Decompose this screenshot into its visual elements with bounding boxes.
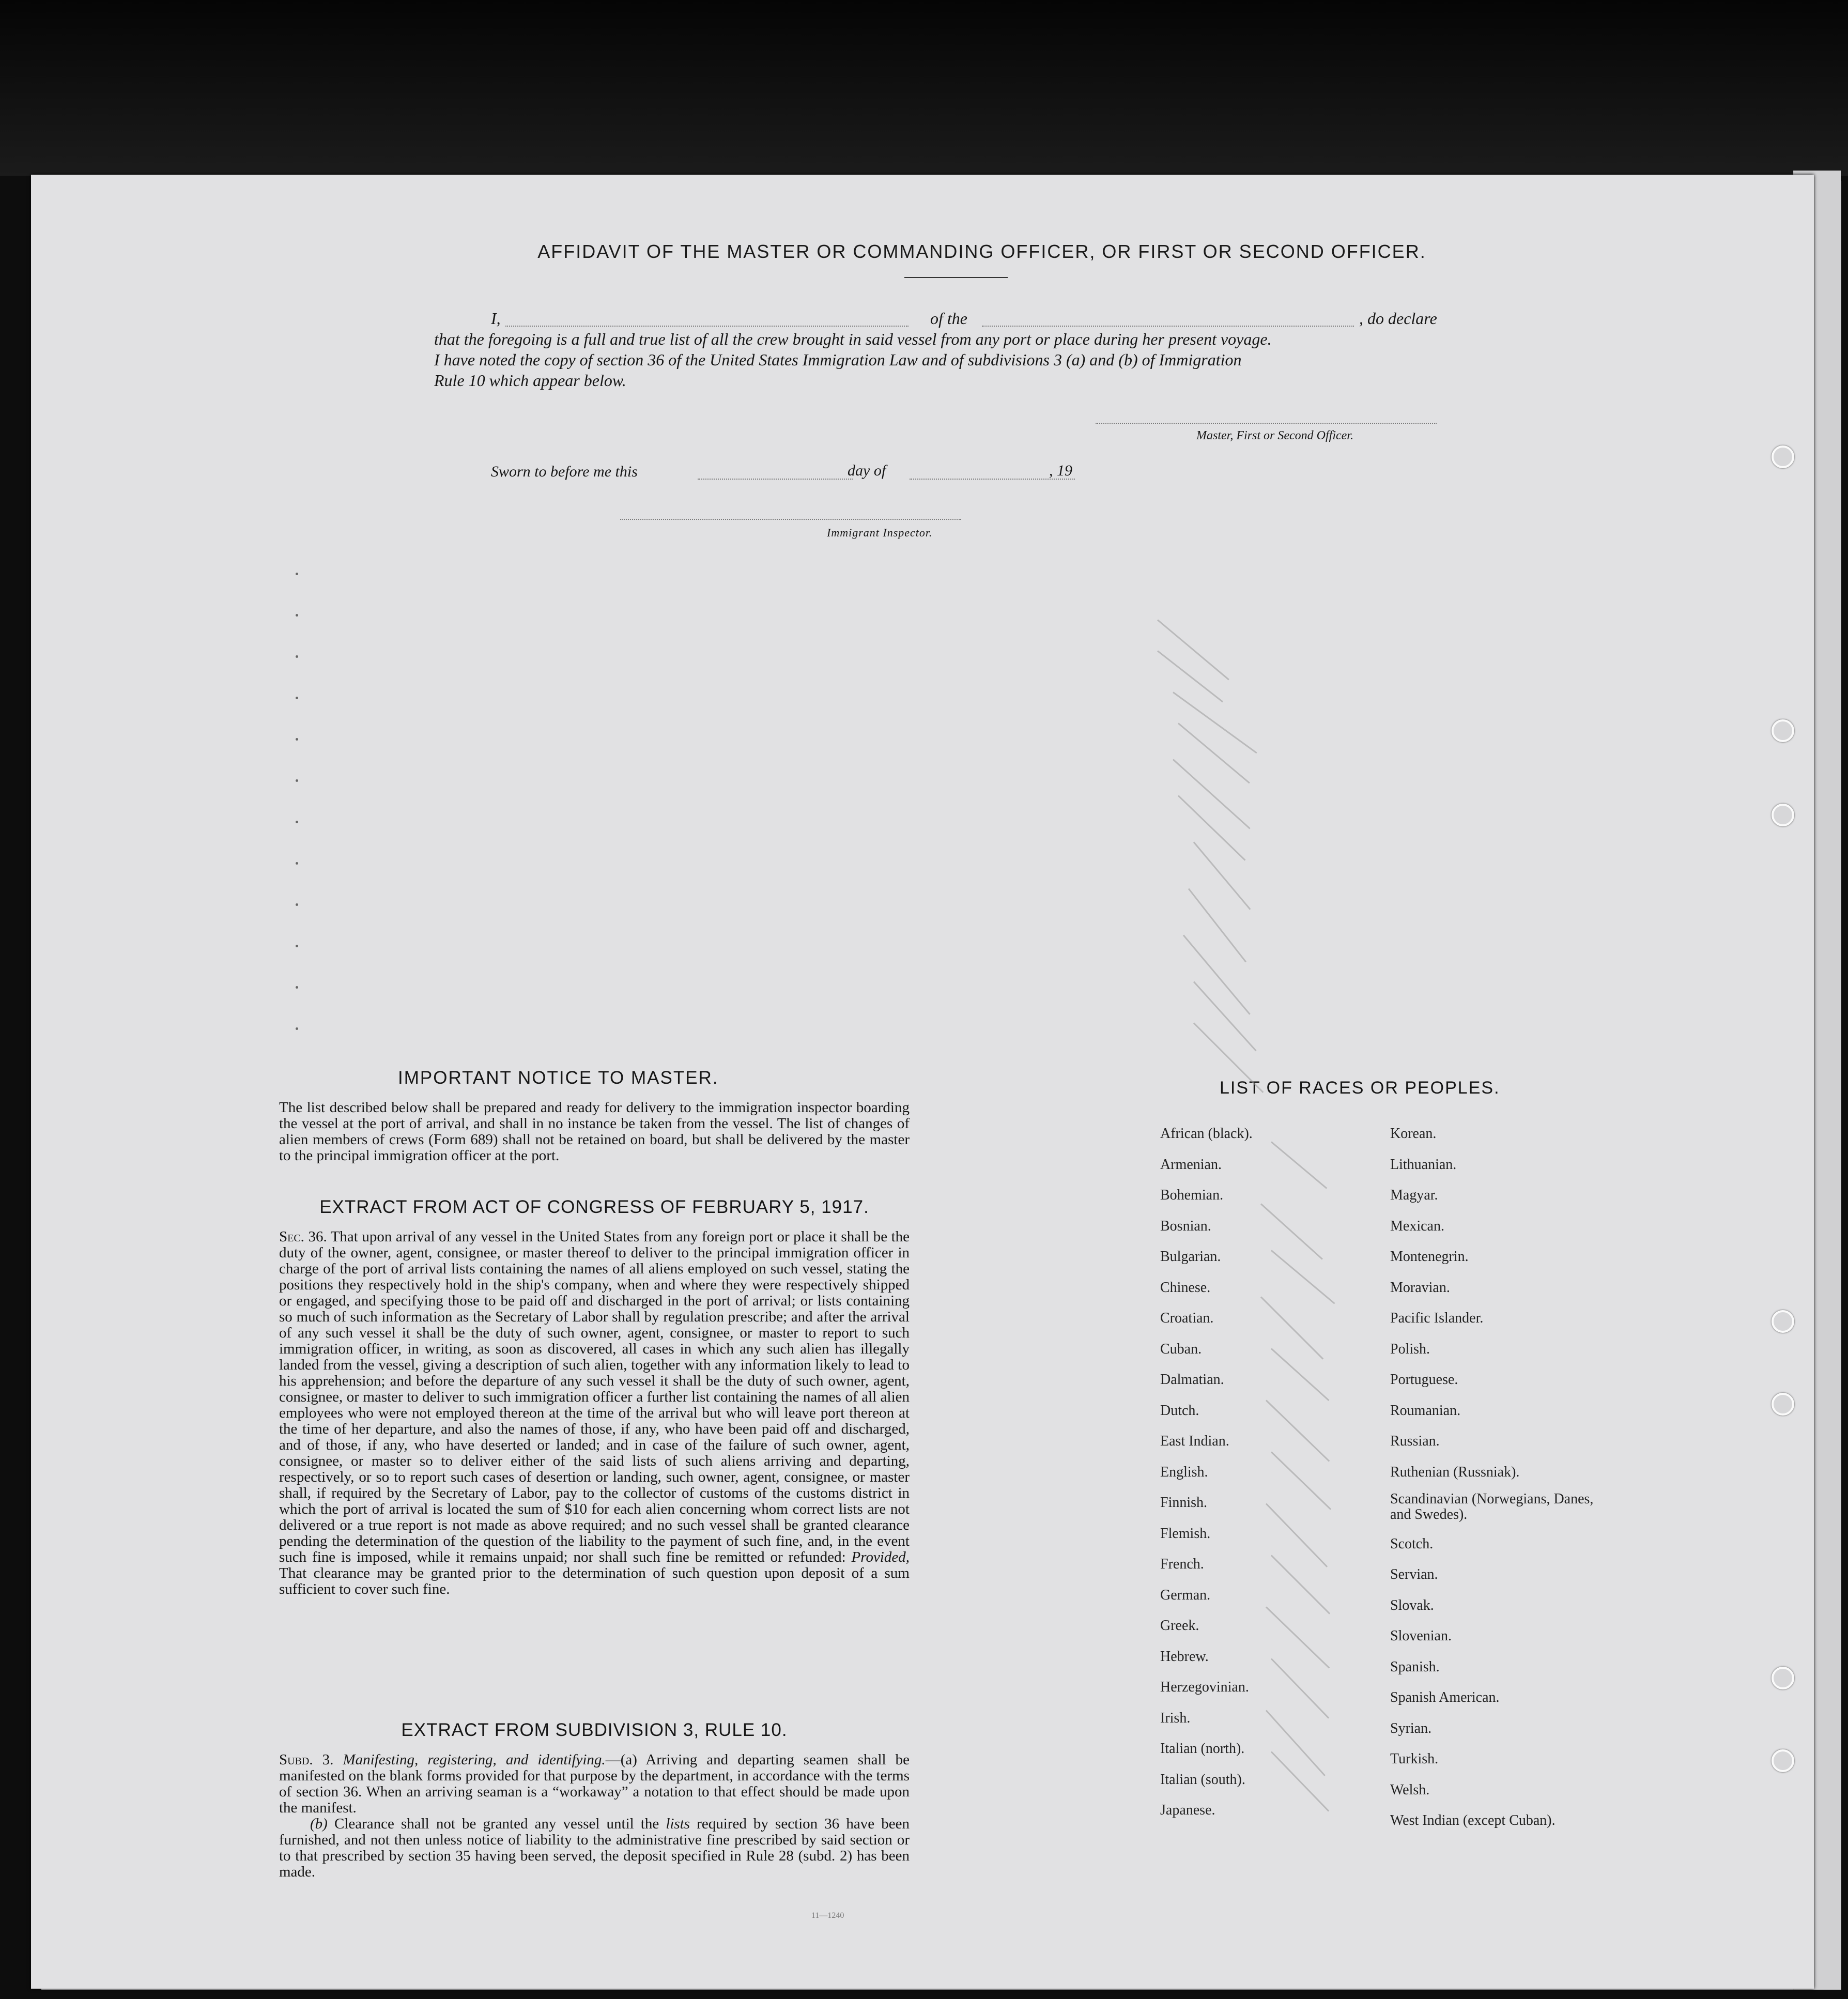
race-item: Spanish. [1390, 1658, 1440, 1675]
race-item: Bohemian. [1160, 1187, 1224, 1203]
form-number: 11—1240 [811, 1911, 844, 1920]
race-item: Scotch. [1390, 1535, 1434, 1552]
race-item: Spanish American. [1390, 1689, 1500, 1705]
inspector-signature-line [620, 519, 961, 520]
pencil-stroke [1260, 1203, 1323, 1259]
race-item: Bosnian. [1160, 1218, 1211, 1234]
binder-hole [1772, 804, 1794, 826]
margin-dot [296, 697, 298, 699]
race-item: Syrian. [1390, 1720, 1432, 1736]
race-item: English. [1160, 1464, 1208, 1480]
race-item: Montenegrin. [1390, 1249, 1469, 1265]
act-title: EXTRACT FROM ACT OF CONGRESS OF FEBRUARY 5, 1917. [319, 1197, 869, 1217]
race-item: Korean. [1390, 1126, 1437, 1142]
rule-para-b2: required by section 36 have been furnished, and not then unless notice of liability to the administrative fine prescribed by said section or to that prescribed by section 35 having been served, the deposit specified in Rule 28 (subd. 2) has been made. [279, 1816, 910, 1880]
manifest-page [31, 175, 1814, 1989]
affidavit-line-3: I have noted the copy of section 36 of the United States Immigration Law and of subdivisions 3 (a) and (b) of Immigration [434, 350, 1242, 369]
margin-dot [296, 1027, 298, 1030]
margin-dot [296, 986, 298, 989]
rule-para-a: —(a) Arriving and departing seamen shall be manifested on the blank forms provided for that purpose by the department, in accordance with the terms of section 36. When an arriving seaman is a “workaway” a notation to that effect should be made upon the manifest. [279, 1751, 910, 1816]
race-item: Hebrew. [1160, 1648, 1209, 1665]
race-item: German. [1160, 1587, 1211, 1603]
race-item: Italian (south). [1160, 1771, 1245, 1788]
pencil-stroke [1183, 935, 1251, 1015]
master-signature-line [1096, 423, 1437, 424]
margin-dot [296, 862, 298, 865]
title-divider [904, 277, 1008, 278]
act-body [279, 1229, 910, 1597]
race-item: Ruthenian (Russniak). [1390, 1464, 1520, 1480]
act-text-part1: That upon arrival of any vessel in the United States from any foreign port or place it shall be the duty of the owner, agent, consignee, or master thereof to deliver to the principal immigration officer in charge of the port of arrival lists containing the names of all aliens employed on such vessel, stating the positions they respectively hold in the ship's company, when and where they were respectively shipped or engaged, and specifying those to be paid off and discharged in the port of arrival; or lists containing so much of such information as the Secretary of Labor shall by regulation prescribe; and after the arrival of any such vessel it shall be the duty of such owner, agent, consignee, or master to report to such immigration officer, in writing, as soon as discovered, all cases in which any such alien has illegally landed from the vessel, giving a description of such alien, together with any information likely to lead to his apprehension; and before the departure of any such vessel it shall be the duty of such owner, agent, consignee, or master to deliver to such immigration officer a further list containing the names of all alien employees who were not employed thereon at the time of the arrival but who will leave port thereon at the time of her departure, and also the names of those, if any, who have been paid off and discharged, and of those, if any, who have deserted or landed; and in case of the failure of such owner, agent, consignee, or master so to deliver either of the said lists of such aliens arriving and departing, respectively, or so to report such cases of desertion or landing, such owner, agent, consignee, or master shall, if required by the Secretary of Labor, pay to the collector of customs of the customs district in which the port of arrival is located the sum of $10 for each alien concerning whom correct lists are not delivered or a true report is not made as above required; and no such vessel shall be granted clearance pending the determination of the question of the liability to the payment of such fine, and, in the event such fine is imposed, while it remains unpaid; nor shall such fine be remitted or refunded: [279, 1228, 910, 1565]
affidavit-of-the: of the [930, 309, 967, 328]
subd-label: Subd. 3. [279, 1751, 334, 1768]
races-title: LIST OF RACES OR PEOPLES. [1220, 1078, 1500, 1098]
master-caption: Master, First or Second Officer. [1196, 429, 1353, 442]
race-item: Russian. [1390, 1433, 1440, 1449]
inspector-caption: Immigrant Inspector. [827, 526, 933, 539]
pencil-stroke [1266, 1710, 1326, 1776]
pencil-stroke [1266, 1400, 1330, 1462]
margin-dot [296, 614, 298, 617]
race-item: East Indian. [1160, 1433, 1229, 1449]
sworn-day-blank [698, 479, 853, 480]
margin-dot [296, 903, 298, 906]
pencil-stroke [1271, 1658, 1329, 1718]
race-item: Scandinavian (Norwegians, Danes, and Swedes). [1390, 1491, 1594, 1523]
race-item: Slovak. [1390, 1597, 1434, 1613]
race-item: Chinese. [1160, 1279, 1211, 1296]
notice-title: IMPORTANT NOTICE TO MASTER. [398, 1068, 719, 1088]
race-item: Greek. [1160, 1618, 1199, 1634]
pencil-stroke [1271, 1555, 1330, 1614]
affidavit-line-2: that the foregoing is a full and true list of all the crew brought in said vessel from any port or place during her present voyage. [434, 330, 1272, 348]
pencil-stroke [1271, 1250, 1335, 1304]
affidavit-line-4: Rule 10 which appear below. [434, 371, 626, 390]
race-item: Turkish. [1390, 1751, 1439, 1767]
margin-dot [296, 573, 298, 575]
pencil-stroke [1266, 1606, 1330, 1668]
race-item: Flemish. [1160, 1525, 1211, 1542]
sworn-text: Sworn to before me this [491, 463, 638, 480]
race-item: Croatian. [1160, 1310, 1214, 1326]
binder-hole [1772, 1393, 1794, 1416]
pencil-stroke [1271, 1451, 1331, 1510]
binder-hole [1772, 1749, 1794, 1772]
rule-b-label: (b) [310, 1816, 328, 1832]
margin-dot [296, 821, 298, 823]
race-item: Finnish. [1160, 1495, 1208, 1511]
rule-body [279, 1752, 910, 1880]
race-item: Italian (north). [1160, 1741, 1245, 1757]
pencil-stroke [1157, 619, 1229, 680]
race-item: Servian. [1390, 1566, 1438, 1582]
race-item: Polish. [1390, 1341, 1430, 1357]
race-item: West Indian (except Cuban). [1390, 1812, 1556, 1828]
affidavit-title: AFFIDAVIT OF THE MASTER OR COMMANDING OFFICER, OR FIRST OR SECOND OFFICER. [537, 241, 1426, 262]
subd-heading: Manifesting, registering, and identifying. [343, 1751, 606, 1768]
year-text: , 19 [1049, 462, 1072, 479]
pencil-stroke [1271, 1141, 1327, 1189]
affidavit-line-i: I, [491, 309, 501, 328]
race-item: Japanese. [1160, 1802, 1215, 1818]
race-item: Welsh. [1390, 1781, 1430, 1798]
race-item: Slovenian. [1390, 1628, 1452, 1644]
race-item: Armenian. [1160, 1156, 1222, 1173]
pencil-stroke [1271, 1751, 1329, 1811]
pencil-stroke [1157, 650, 1223, 702]
pencil-stroke [1173, 691, 1257, 754]
provided-word: Provided, [851, 1549, 910, 1565]
pencil-stroke [1193, 981, 1257, 1051]
pencil-stroke [1173, 759, 1251, 829]
pencil-stroke [1260, 1296, 1323, 1359]
race-item: Roumanian. [1390, 1402, 1461, 1419]
affidavit-do-declare: , do declare [1359, 309, 1437, 328]
vessel-blank [982, 326, 1354, 327]
race-item: Dutch. [1160, 1402, 1199, 1419]
binder-hole [1772, 445, 1794, 468]
name-blank [505, 326, 908, 327]
race-item: Mexican. [1390, 1218, 1444, 1234]
binder-hole [1772, 1310, 1794, 1333]
scanner-backdrop [0, 0, 1848, 176]
binder-hole [1772, 719, 1794, 742]
race-item: French. [1160, 1556, 1204, 1572]
race-item: Cuban. [1160, 1341, 1202, 1357]
race-item: African (black). [1160, 1126, 1253, 1142]
race-item: Magyar. [1390, 1187, 1438, 1203]
notice-body: The list described below shall be prepared and ready for delivery to the immigration inspector boarding the vessel at the port of arrival, and shall in no instance be taken from the vessel. The list of changes of alien members of crews (Form 689) shall not be retained on board, but shall be delivered by the master to the principal immigration officer at the port. [279, 1099, 910, 1164]
day-of-text: day of [848, 462, 886, 479]
margin-dot [296, 779, 298, 782]
rule-para-b1: Clearance shall not be granted any vessel until the [334, 1816, 659, 1832]
race-item: Pacific Islander. [1390, 1310, 1484, 1326]
rule-lists-word: lists [666, 1816, 690, 1832]
margin-dot [296, 945, 298, 947]
race-item: Herzegovinian. [1160, 1679, 1249, 1695]
binder-hole [1772, 1667, 1794, 1689]
section-label: Sec. 36. [279, 1228, 327, 1245]
act-text-part2: That clearance may be granted prior to the determination of such question upon deposit of a sum sufficient to cover such fine. [279, 1565, 910, 1597]
race-item: Bulgarian. [1160, 1249, 1221, 1265]
race-item: Portuguese. [1390, 1372, 1458, 1388]
race-item: Lithuanian. [1390, 1156, 1457, 1173]
race-item: Dalmatian. [1160, 1372, 1224, 1388]
margin-dot [296, 738, 298, 741]
pencil-stroke [1193, 842, 1251, 910]
race-item: Irish. [1160, 1710, 1191, 1726]
pencil-stroke [1178, 795, 1246, 860]
rule-title: EXTRACT FROM SUBDIVISION 3, RULE 10. [401, 1720, 788, 1740]
margin-dot [296, 655, 298, 658]
race-item: Moravian. [1390, 1279, 1450, 1296]
